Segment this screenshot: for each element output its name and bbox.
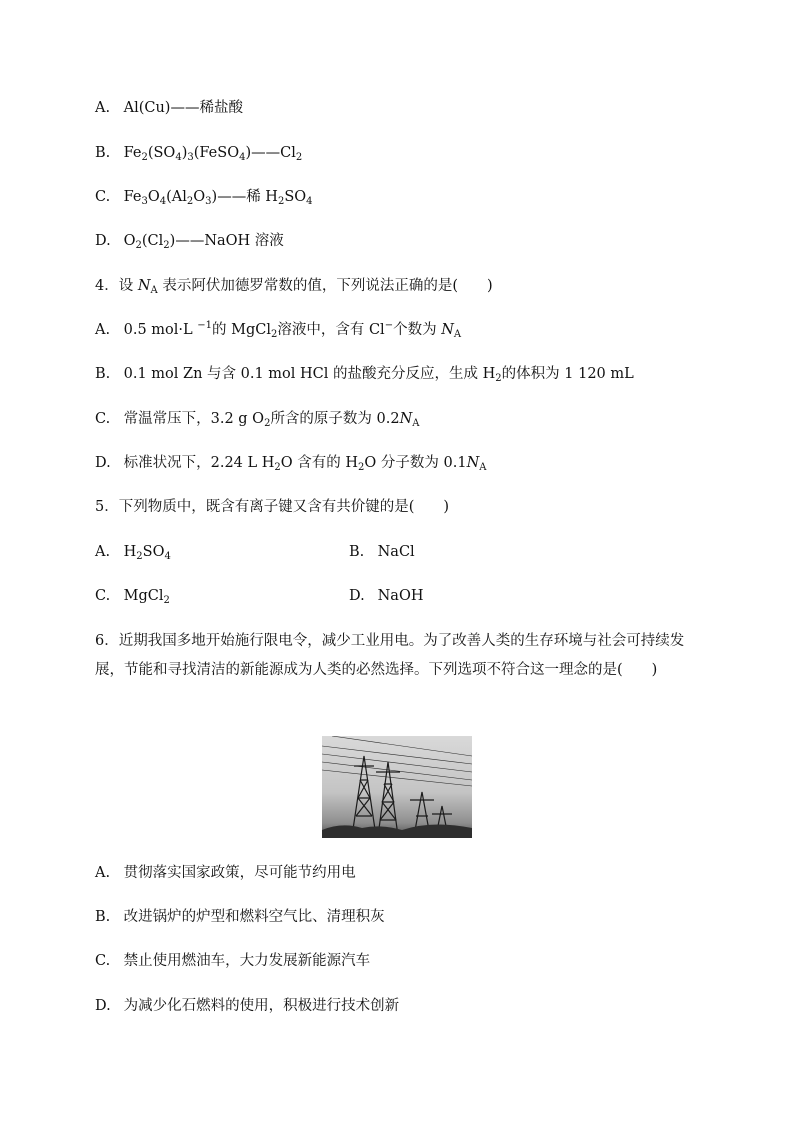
q4-stem: 4．设 $N_A$ 表示阿伏加德罗常数的值，下列说法正确的是( ) bbox=[95, 278, 493, 296]
power-tower-photo bbox=[322, 736, 472, 838]
q5-option-d: D. NaOH bbox=[349, 588, 424, 604]
q4-option-d: D. 标准状况下，2.24 L $H_2O$ 含有的 $H_2O$ 分子数为 $0.1N_A$ bbox=[95, 455, 487, 473]
q5-stem: 5．下列物质中，既含有离子键又含有共价键的是( ) bbox=[95, 499, 450, 515]
q3-option-b: B. $Fe_2(SO_4)_3(FeSO_4)——Cl_2$ bbox=[95, 145, 303, 163]
q6-option-b: B. 改进锅炉的炉型和燃料空气比、清理积灰 bbox=[95, 909, 385, 925]
q3-option-d: D. $O_2(Cl_2)——NaOH$ 溶液 bbox=[95, 233, 284, 251]
q6-option-a: A. 贯彻落实国家政策，尽可能节约用电 bbox=[95, 865, 356, 881]
q5-option-a: A. $H_2SO_4$ bbox=[95, 544, 171, 562]
q3-option-a: A. Al(Cu)——稀盐酸 bbox=[95, 100, 243, 116]
q5-option-c: C. MgCl$_2$ bbox=[95, 588, 170, 606]
q6-option-c: C. 禁止使用燃油车，大力发展新能源汽车 bbox=[95, 953, 371, 969]
q6-option-d: D. 为减少化石燃料的使用，积极进行技术创新 bbox=[95, 998, 400, 1014]
power-tower-illustration bbox=[322, 736, 472, 838]
q3-option-c: C. $Fe_3O_4(Al_2O_3)——$稀 $H_2SO_4$ bbox=[95, 189, 313, 207]
q4-option-a: A. 0.5 mol·L $^{-1}$的 MgCl$_2$溶液中，含有 Cl−个数为 $N_A$ bbox=[95, 320, 462, 340]
q6-stem: 6．近期我国多地开始施行限电令，减少工业用电。为了改善人类的生存环境与社会可持续发展，节能和寻找清洁的新能源成为人类的必然选择。下列选项不符合这一理念的是( ) bbox=[95, 633, 685, 678]
q4-option-c: C. 常温常压下，3.2 g $O_2$所含的原子数为 $0.2N_A$ bbox=[95, 411, 420, 429]
q4-option-b: B. 0.1 mol Zn 与含 0.1 mol HCl 的盐酸充分反应，生成 $H_2$的体积为 1 120 mL bbox=[95, 366, 634, 384]
q5-option-b: B. NaCl bbox=[349, 544, 415, 560]
